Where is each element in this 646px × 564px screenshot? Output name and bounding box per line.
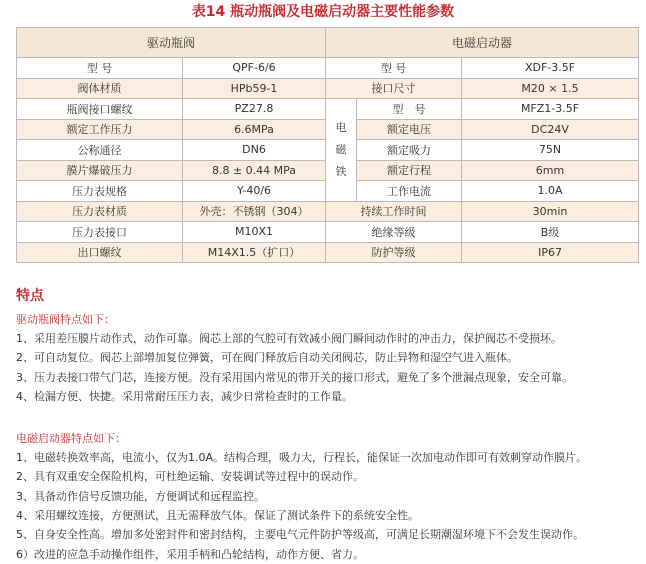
right-value: M20 × 1.5 bbox=[462, 78, 639, 99]
left-label: 阀体材质 bbox=[17, 78, 183, 99]
table-row bbox=[17, 78, 639, 99]
solenoid-feature-item: 2、具有双重安全保险机构，可杜绝运输、安装调试等过程中的误动作。 bbox=[16, 470, 364, 484]
features-section bbox=[16, 286, 638, 564]
solenoid-feature-item: 1、电磁转换效率高，电流小，仅为1.0A。结构合理，吸力大，行程长，能保证一次加电动作即可有效刺穿动作膜片。 bbox=[16, 451, 588, 465]
left-value: M10X1 bbox=[183, 222, 326, 243]
left-label: 压力表规格 bbox=[17, 181, 183, 202]
left-label: 出口螺纹 bbox=[17, 242, 183, 263]
right-value: MFZ1-3.5F bbox=[462, 99, 639, 120]
solenoid-char: 磁 bbox=[335, 142, 347, 156]
table-row bbox=[17, 222, 639, 243]
valve-feature-item: 4、检漏方便、快捷。采用常耐压压力表，减少日常检查时的工作量。 bbox=[16, 389, 353, 403]
solenoid-features-title: 电磁启动器特点如下： bbox=[16, 432, 126, 446]
right-label: 型 号 bbox=[357, 99, 462, 120]
left-value: 8.8 ± 0.44 MPa bbox=[183, 160, 326, 181]
right-value: DC24V bbox=[462, 119, 639, 140]
table-row bbox=[17, 242, 639, 263]
right-label: 持续工作时间 bbox=[326, 201, 462, 222]
solenoid-char: 铁 bbox=[335, 164, 347, 178]
spec-table bbox=[16, 27, 639, 263]
left-value: HPb59-1 bbox=[183, 78, 326, 99]
right-value: 1.0A bbox=[462, 181, 639, 202]
left-header: 驱动瓶阀 bbox=[17, 28, 326, 58]
solenoid-feature-item: 4、采用螺纹连接，方便测试，且无需释放气体。保证了测试条件下的系统安全性。 bbox=[16, 509, 419, 523]
solenoid-feature-item: 6）改进的应急手动操作组件，采用手柄和凸轮结构，动作方便、省力。 bbox=[16, 547, 364, 561]
table-row bbox=[17, 201, 639, 222]
table-row bbox=[17, 58, 639, 79]
left-value: M14X1.5（扩口） bbox=[183, 242, 326, 263]
valve-feature-item: 1、采用差压膜片动作式，动作可靠。阀芯上部的气腔可有效减小阀门瞬间动作时的冲击力，保护阀芯不受损坏。 bbox=[16, 332, 562, 345]
left-label: 瓶阀接口螺纹 bbox=[17, 99, 183, 120]
right-value: XDF-3.5F bbox=[462, 58, 639, 79]
left-label: 压力表接口 bbox=[17, 222, 183, 243]
left-value: 6.6MPa bbox=[183, 119, 326, 140]
left-label: 膜片爆破压力 bbox=[17, 160, 183, 181]
table-row bbox=[17, 99, 639, 120]
solenoid-char: 电 bbox=[335, 120, 347, 134]
right-label: 接口尺寸 bbox=[326, 78, 462, 99]
right-label: 额定电压 bbox=[357, 119, 462, 140]
solenoid-label bbox=[326, 99, 357, 202]
features-heading: 特点 bbox=[16, 288, 44, 304]
left-label: 额定工作压力 bbox=[17, 119, 183, 140]
left-value: DN6 bbox=[183, 140, 326, 161]
solenoid-feature-item: 5、自身安全性高。增加多处密封件和密封结构，主要电气元件防护等级高，可满足长期潮湿环境下不会发生误动作。 bbox=[16, 528, 584, 542]
left-value: Y-40/6 bbox=[183, 181, 326, 202]
solenoid-feature-item: 3、具备动作信号反馈功能，方便调试和远程监控。 bbox=[16, 489, 265, 503]
left-label: 压力表材质 bbox=[17, 201, 183, 222]
section-spacer bbox=[16, 406, 638, 425]
right-label: 绝缘等级 bbox=[326, 222, 462, 243]
left-value: QPF-6/6 bbox=[183, 58, 326, 79]
right-value: 75N bbox=[462, 140, 639, 161]
table-header-row bbox=[17, 28, 639, 58]
right-label: 防护等级 bbox=[326, 242, 462, 263]
right-label: 型 号 bbox=[326, 58, 462, 79]
right-label: 额定吸力 bbox=[357, 140, 462, 161]
right-label: 工作电流 bbox=[357, 181, 462, 202]
right-value: IP67 bbox=[462, 242, 639, 263]
valve-features-title: 驱动瓶阀特点如下： bbox=[16, 313, 115, 326]
right-value: B级 bbox=[462, 222, 639, 243]
left-label: 公称通径 bbox=[17, 140, 183, 161]
right-value: 6mm bbox=[462, 160, 639, 181]
right-label: 额定行程 bbox=[357, 160, 462, 181]
left-value: PZ27.8 bbox=[183, 99, 326, 120]
valve-feature-item: 2、可自动复位。阀芯上部增加复位弹簧，可在阀门释放后自动关闭阀芯，防止异物和湿空气进入瓶体。 bbox=[16, 351, 518, 365]
left-label: 型 号 bbox=[17, 58, 183, 79]
left-value: 外壳：不锈钢（304） bbox=[183, 201, 326, 222]
table-title: 表14 瓶动瓶阀及电磁启动器主要性能参数 bbox=[191, 4, 455, 20]
right-value: 30min bbox=[462, 201, 639, 222]
right-header: 电磁启动器 bbox=[326, 28, 639, 58]
valve-feature-item: 3、压力表接口带气门芯，连接方便。没有采用国内常见的带开关的接口形式，避免了多个泄漏点现象，安全可靠。 bbox=[16, 370, 573, 384]
